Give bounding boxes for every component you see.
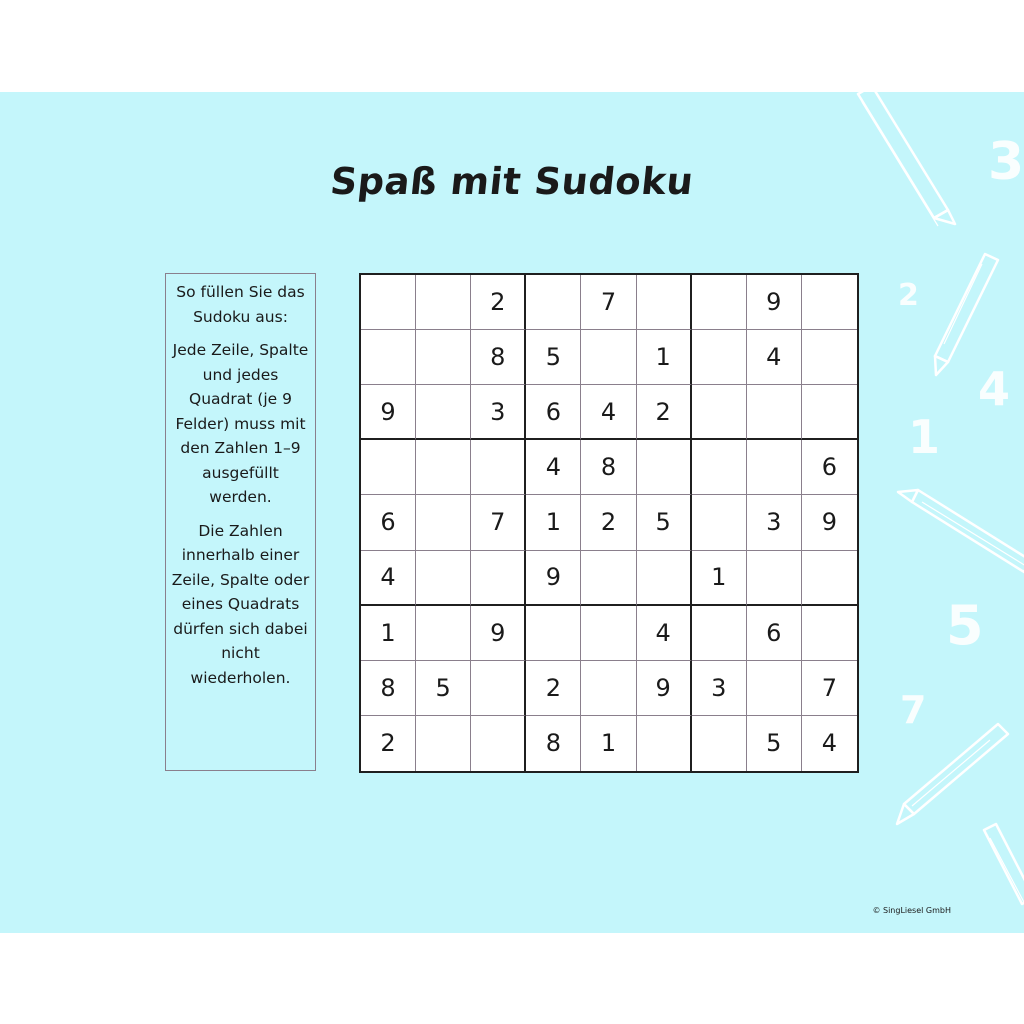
sudoku-cell-r9-c6[interactable] xyxy=(637,716,692,771)
decor-digit: 4 xyxy=(978,362,1011,416)
decor-digit: 3 xyxy=(988,132,1024,192)
sudoku-cell-r5-c5[interactable]: 2 xyxy=(581,495,636,550)
sudoku-cell-r6-c3[interactable] xyxy=(471,551,526,606)
sudoku-cell-r3-c7[interactable] xyxy=(692,385,747,440)
sudoku-cell-r7-c1[interactable]: 1 xyxy=(361,606,416,661)
sudoku-cell-r5-c3[interactable]: 7 xyxy=(471,495,526,550)
sudoku-cell-r8-c3[interactable] xyxy=(471,661,526,716)
sudoku-cell-r6-c2[interactable] xyxy=(416,551,471,606)
sudoku-cell-r7-c4[interactable] xyxy=(526,606,581,661)
sudoku-cell-r3-c9[interactable] xyxy=(802,385,857,440)
sudoku-cell-r3-c3[interactable]: 3 xyxy=(471,385,526,440)
sudoku-grid xyxy=(359,273,859,773)
sudoku-cell-r8-c1[interactable]: 8 xyxy=(361,661,416,716)
sudoku-cell-r1-c3[interactable]: 2 xyxy=(471,275,526,330)
sudoku-cell-r9-c2[interactable] xyxy=(416,716,471,771)
instructions-box xyxy=(165,273,316,771)
sudoku-cell-r2-c6[interactable]: 1 xyxy=(637,330,692,385)
sudoku-cell-r1-c1[interactable] xyxy=(361,275,416,330)
decor-digit: 2 xyxy=(898,278,919,313)
sudoku-cell-r9-c5[interactable]: 1 xyxy=(581,716,636,771)
sudoku-cell-r7-c6[interactable]: 4 xyxy=(637,606,692,661)
decor-digit: 5 xyxy=(946,594,984,657)
sudoku-cell-r1-c9[interactable] xyxy=(802,275,857,330)
puzzle-sheet xyxy=(0,92,1024,933)
pencil-icon xyxy=(897,724,1008,824)
sudoku-cell-r7-c5[interactable] xyxy=(581,606,636,661)
sudoku-cell-r7-c7[interactable] xyxy=(692,606,747,661)
sudoku-cell-r2-c5[interactable] xyxy=(581,330,636,385)
sudoku-cell-r5-c7[interactable] xyxy=(692,495,747,550)
sudoku-cell-r3-c1[interactable]: 9 xyxy=(361,385,416,440)
instructions-heading: So füllen Sie das Sudoku aus: xyxy=(176,283,305,326)
sudoku-cell-r9-c1[interactable]: 2 xyxy=(361,716,416,771)
sudoku-cell-r9-c9[interactable]: 4 xyxy=(821,729,838,758)
pencil-icon xyxy=(898,490,1024,572)
sudoku-cell-r2-c7[interactable] xyxy=(692,330,747,385)
sudoku-cell-r7-c2[interactable] xyxy=(416,606,471,661)
sudoku-cell-r5-c9[interactable]: 9 xyxy=(802,495,857,550)
sudoku-cell-r9-c4[interactable]: 8 xyxy=(526,716,581,771)
sudoku-cell-r6-c7[interactable]: 1 xyxy=(692,551,747,606)
sudoku-cell-r7-c3[interactable]: 9 xyxy=(471,606,526,661)
decor-digit: 7 xyxy=(900,688,927,732)
sudoku-cell-r3-c5[interactable]: 4 xyxy=(581,385,636,440)
sudoku-cell-r8-c4[interactable]: 2 xyxy=(526,661,581,716)
sudoku-cell-r8-c2[interactable]: 5 xyxy=(416,661,471,716)
instructions-rule-2: Die Zahlen innerhalb einer Zeile, Spalte oder eines Quadrats dürfen sich dabei nicht wiederholen. xyxy=(171,521,310,687)
sudoku-cell-r1-c8[interactable]: 9 xyxy=(747,275,802,330)
sudoku-cell-r5-c2[interactable] xyxy=(416,495,471,550)
sudoku-cell-r4-c4[interactable]: 4 xyxy=(526,440,581,495)
sudoku-cell-r6-c1[interactable]: 4 xyxy=(361,551,416,606)
sudoku-cell-r8-c7[interactable]: 3 xyxy=(692,661,747,716)
sudoku-cell-r4-c3[interactable] xyxy=(471,440,526,495)
sudoku-cell-r1-c7[interactable] xyxy=(692,275,747,330)
sudoku-cell-r8-c6[interactable]: 9 xyxy=(637,661,692,716)
sudoku-cell-r2-c8[interactable]: 4 xyxy=(747,330,802,385)
sudoku-cell-r5-c4[interactable]: 1 xyxy=(526,495,581,550)
sudoku-cell-r6-c9[interactable] xyxy=(802,551,857,606)
sudoku-cell-r4-c2[interactable] xyxy=(416,440,471,495)
sudoku-cell-r2-c3[interactable]: 8 xyxy=(471,330,526,385)
sudoku-cell-r3-c2[interactable] xyxy=(416,385,471,440)
pencil-icon xyxy=(984,824,1024,906)
sudoku-cell-r1-c4[interactable] xyxy=(526,275,581,330)
sudoku-cell-r1-c2[interactable] xyxy=(416,275,471,330)
sudoku-cell-r4-c5[interactable]: 8 xyxy=(581,440,636,495)
page-title: Spaß mit Sudoku xyxy=(328,160,696,203)
decor-digit: 1 xyxy=(908,410,941,464)
instructions-rule-1: Jede Zeile, Spalte und jedes Quadrat (je 9 Felder) muss mit den Zahlen 1–9 ausgefüllt werden. xyxy=(172,341,309,506)
sudoku-cell-r5-c1[interactable]: 6 xyxy=(361,495,416,550)
sudoku-cell-r5-c8[interactable]: 3 xyxy=(747,495,802,550)
sudoku-cell-r3-c4[interactable]: 6 xyxy=(526,385,581,440)
sudoku-cell-r2-c9[interactable] xyxy=(802,330,857,385)
sudoku-cell-r8-c5[interactable] xyxy=(581,661,636,716)
pencil-icon xyxy=(858,92,955,226)
sudoku-cell-r4-c7[interactable] xyxy=(692,440,747,495)
sudoku-cell-r6-c8[interactable] xyxy=(747,551,802,606)
sudoku-cell-r9-c8[interactable]: 5 xyxy=(747,716,802,771)
sudoku-cell-r9-c7[interactable] xyxy=(692,716,747,771)
sudoku-cell-r4-c9[interactable]: 6 xyxy=(802,440,857,495)
sudoku-cell-r7-c9[interactable] xyxy=(802,606,857,661)
sudoku-cell-r3-c6[interactable]: 2 xyxy=(637,385,692,440)
sudoku-cell-r6-c4[interactable]: 9 xyxy=(526,551,581,606)
sudoku-cell-r1-c6[interactable] xyxy=(637,275,692,330)
sudoku-cell-r4-c1[interactable] xyxy=(361,440,416,495)
sudoku-cell-r5-c6[interactable]: 5 xyxy=(637,495,692,550)
sudoku-cell-r2-c2[interactable] xyxy=(416,330,471,385)
sudoku-cell-r6-c6[interactable] xyxy=(637,551,692,606)
sudoku-cell-r2-c4[interactable]: 5 xyxy=(526,330,581,385)
sudoku-cell-r6-c5[interactable] xyxy=(581,551,636,606)
sudoku-cell-r1-c5[interactable]: 7 xyxy=(581,275,636,330)
sudoku-cell-r9-c3[interactable] xyxy=(471,716,526,771)
sudoku-cell-r8-c8[interactable] xyxy=(747,661,802,716)
sudoku-cell-r3-c8[interactable] xyxy=(747,385,802,440)
sudoku-cell-r2-c1[interactable] xyxy=(361,330,416,385)
copyright-notice: © SingLiesel GmbH xyxy=(872,906,951,915)
sudoku-cell-r7-c8[interactable]: 6 xyxy=(747,606,802,661)
pencil-icon xyxy=(935,254,998,375)
sudoku-cell-r8-c9[interactable]: 7 xyxy=(802,661,857,716)
sudoku-cell-r4-c8[interactable] xyxy=(747,440,802,495)
sudoku-cell-r4-c6[interactable] xyxy=(637,440,692,495)
